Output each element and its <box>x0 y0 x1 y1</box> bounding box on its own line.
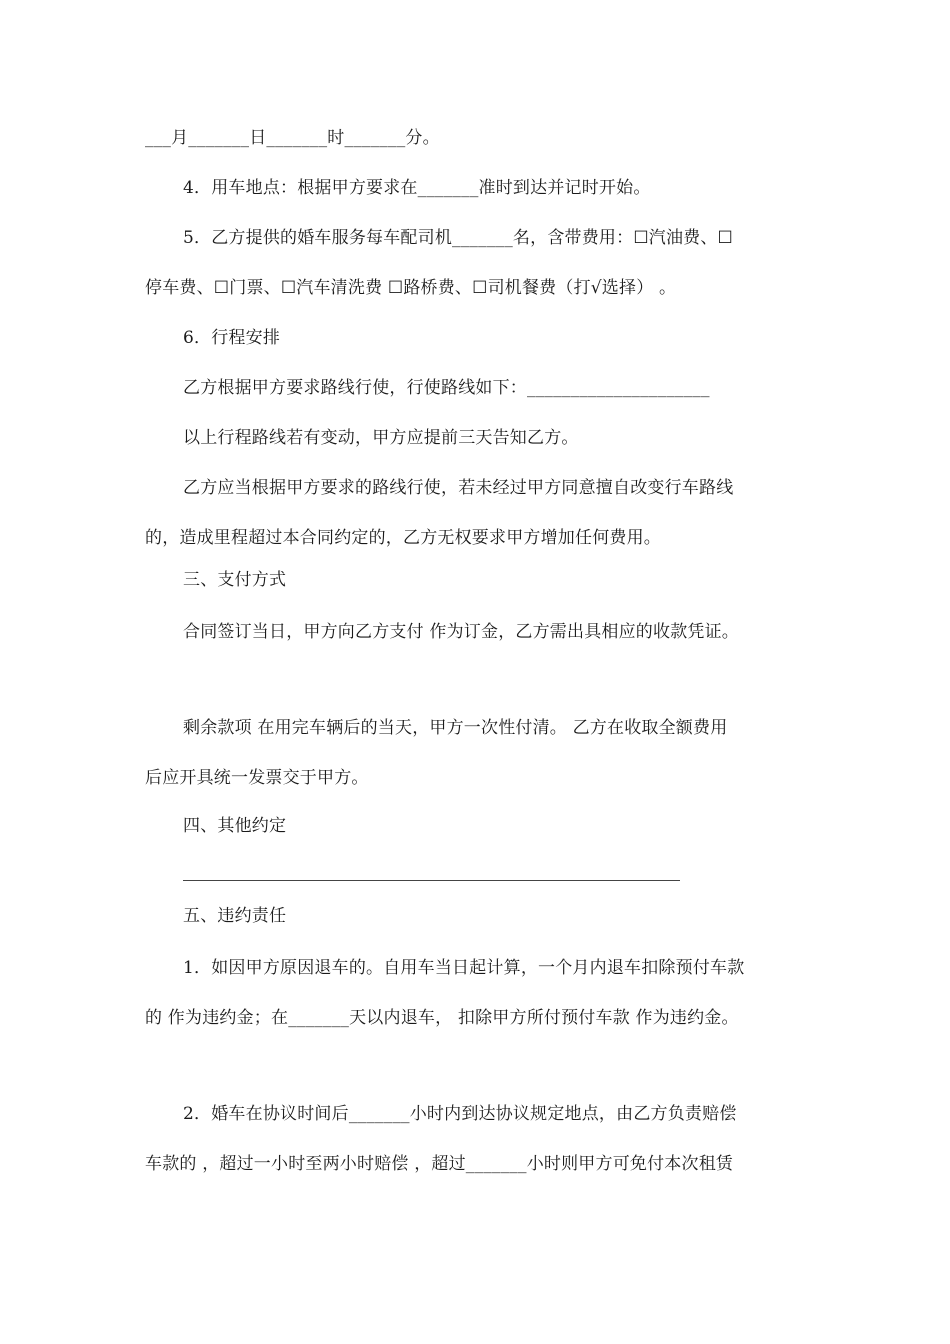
section-heading-liability: 五、违约责任 <box>183 906 287 926</box>
text-line-route-deviation: 乙方应当根据甲方要求的路线行使，若未经过甲方同意擅自改变行车路线 <box>183 478 734 498</box>
text-line-delay: 2．婚车在协议时间后_______小时内到达协议规定地点，由乙方负责赔偿 <box>183 1104 737 1124</box>
section-heading-other: 四、其他约定 <box>183 816 287 836</box>
text-line-itinerary-heading: 6．行程安排 <box>183 328 281 348</box>
blank-fill-line <box>183 880 680 881</box>
text-line-route: 乙方根据甲方要求路线行使，行使路线如下：_____________________ <box>183 378 710 398</box>
text-line-time: ___月_______日_______时_______分。 <box>145 128 440 148</box>
text-line-cancel: 1．如因甲方原因退车的。自用车当日起计算，一个月内退车扣除预付车款 <box>183 958 745 978</box>
text-line-balance: 剩余款项 在用完车辆后的当天，甲方一次性付清。 乙方在收取全额费用 <box>183 718 728 738</box>
text-line-delay-cont: 车款的 ，超过一小时至两小时赔偿 ，超过_______小时则甲方可免付本次租赁 <box>145 1154 734 1174</box>
text-line-invoice: 后应开具统一发票交于甲方。 <box>145 768 369 788</box>
text-line-cancel-cont: 的 作为违约金；在_______天以内退车， 扣除甲方所付预付车款 作为违约金。 <box>145 1008 739 1028</box>
text-line-route-change: 以上行程路线若有变动，甲方应提前三天告知乙方。 <box>183 428 579 448</box>
text-line-fees-cont: 停车费、☐门票、☐汽车清洗费 ☐路桥费、☐司机餐费（打√选择） 。 <box>145 278 677 298</box>
text-line-location: 4．用车地点：根据甲方要求在_______准时到达并记时开始。 <box>183 178 651 198</box>
text-line-deposit: 合同签订当日，甲方向乙方支付 作为订金，乙方需出具相应的收款凭证。 <box>183 622 740 642</box>
section-heading-payment: 三、支付方式 <box>183 570 287 590</box>
text-line-driver-fees: 5．乙方提供的婚车服务每车配司机_______名，含带费用：☐汽油费、☐ <box>183 228 733 248</box>
text-line-route-deviation-cont: 的，造成里程超过本合同约定的，乙方无权要求甲方增加任何费用。 <box>145 528 661 548</box>
